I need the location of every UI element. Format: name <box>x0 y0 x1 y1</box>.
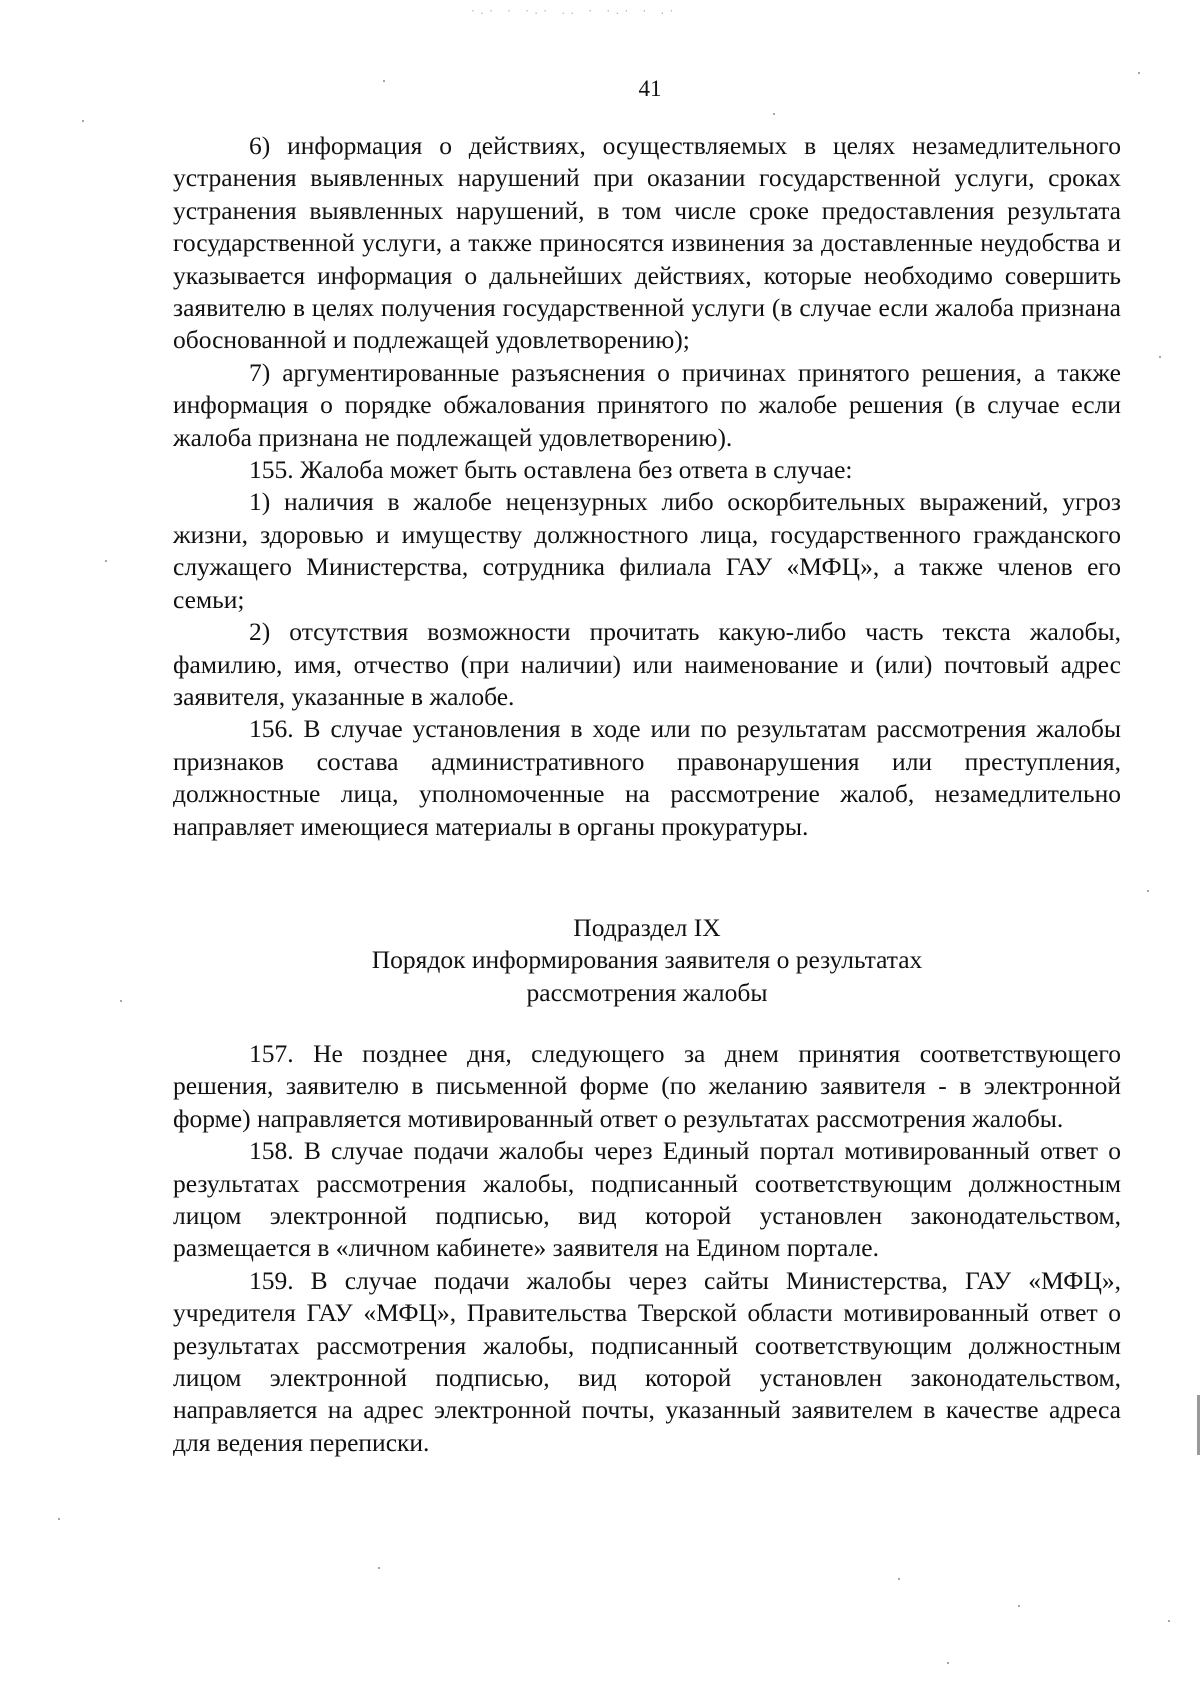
scan-speck <box>1018 1605 1020 1607</box>
paragraph-155-item-1: 1) наличия в жалобе нецензурных либо оскорбительных выражений, угроз жизни, здоровью и имуществу должностного лица, государственного гражданского служащего Министерства, сотрудника филиала ГАУ «МФЦ», а также членов его семьи; <box>173 487 1121 614</box>
scan-noise: ·.· · ·.· .. · ·.· · .· <box>470 6 678 17</box>
subsection-title-line1: Порядок информирования заявителя о результатах <box>371 945 923 975</box>
subsection-title-line2: рассмотрения жалобы <box>526 977 768 1007</box>
paragraph-155: 155. Жалоба может быть оставлена без ответа в случае: <box>249 455 853 485</box>
subsection-heading <box>173 912 1121 1009</box>
paragraph-158: 158. В случае подачи жалобы через Единый портал мотивированный ответ о результатах рассмотрения жалобы, подписанный соответствующим должностным лицом электронной подписью, вид которой установлен законодательством, размещается в «личном кабинете» заявителя на Едином портале. <box>173 1136 1121 1263</box>
scan-speck <box>105 560 107 562</box>
text-block-bottom <box>173 1038 1121 1459</box>
scan-speck <box>898 1578 900 1580</box>
scan-speck <box>58 1518 60 1520</box>
paragraph-157: 157. Не позднее дня, следующего за днем принятия соответствующего решения, заявителю в письменной форме (по желанию заявителя - в электронной форме) направляется мотивированный ответ о результатах рассмотрения жалобы. <box>173 1039 1121 1133</box>
paragraph-156: 156. В случае установления в ходе или по результатам рассмотрения жалобы признаков состава административного правонарушения или преступления, должностные лица, уполномоченные на рассмотрение жалоб, незамедлительно направляет имеющиеся материалы в органы прокуратуры. <box>173 714 1121 841</box>
scan-speck <box>1138 72 1140 74</box>
scan-speck <box>1147 890 1149 892</box>
paragraph-item-6: 6) информация о действиях, осуществляемых в целях незамедлительного устранения выявленных нарушений при оказании государственной услуги, сроках устранения выявленных нарушений, в том числе сроке предоставления результата государственной услуги, а также приносятся извинения за доставленные неудобства и указывается информация о дальнейших действиях, которые необходимо совершить заявителю в целях получения государственной услуги (в случае если жалоба признана обоснованной и подлежащей удовлетворению); <box>173 131 1121 355</box>
page-number: 41 <box>638 76 662 101</box>
paragraph-155-item-2: 2) отсутствия возможности прочитать какую-либо часть текста жалобы, фамилию, имя, отчество (при наличии) или наименование и (или) почтовый адрес заявителя, указанные в жалобе. <box>173 617 1121 711</box>
scan-speck <box>378 1567 380 1569</box>
paragraph-159: 159. В случае подачи жалобы через сайты Министерства, ГАУ «МФЦ», учредителя ГАУ «МФЦ», Правительства Тверской области мотивированный ответ о результатах рассмотрения жалобы, подписанный соответствующим должностным лицом электронной подписью, вид которой установлен законодательством, направляется на адрес электронной почты, указанный заявителем в качестве адреса для ведения переписки. <box>173 1265 1121 1457</box>
scan-speck <box>947 1662 949 1664</box>
scan-speck <box>773 113 775 115</box>
paragraph-item-7: 7) аргументированные разъяснения о причинах принятого решения, а также информация о порядке обжалования принятого по жалобе решения (в случае если жалоба признана не подлежащей удовлетворению). <box>173 357 1121 452</box>
text-block-top <box>173 130 1121 843</box>
scan-speck <box>82 120 84 122</box>
scan-speck <box>383 80 385 82</box>
scan-speck <box>1168 1620 1170 1622</box>
scan-speck <box>1159 356 1161 358</box>
scan-speck <box>120 1000 122 1002</box>
subsection-label: Подраздел IX <box>573 913 721 942</box>
